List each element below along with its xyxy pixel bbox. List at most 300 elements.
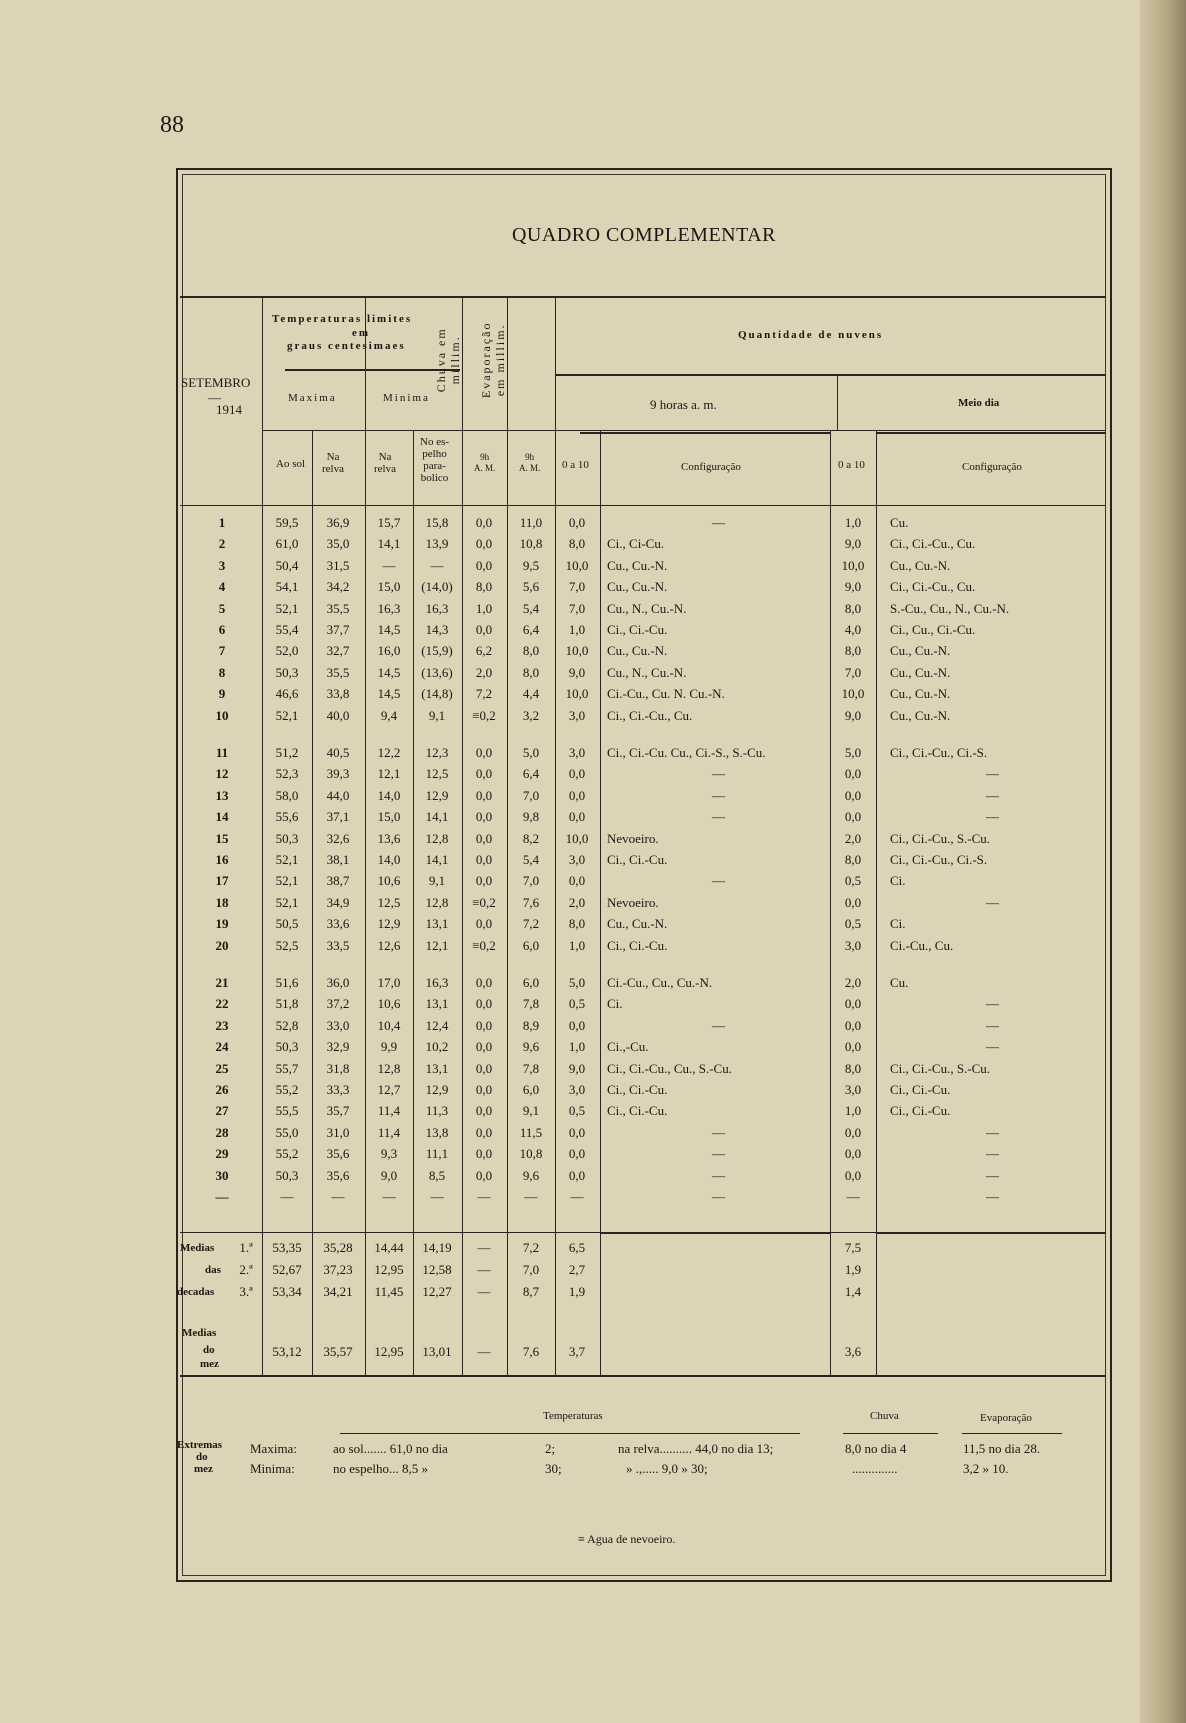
row-9-n9: 10,0	[565, 686, 589, 702]
row-25-mrelva: 12,8	[377, 1060, 401, 1076]
row-27-config-9am: Ci., Ci.-Cu.	[607, 1103, 668, 1119]
row-6-esp: 14,3	[425, 622, 449, 637]
row-15-n9: 10,0	[565, 830, 589, 846]
row-14-chuva: 0,0	[475, 809, 493, 825]
row-17-mrelva: 10,6	[377, 873, 401, 889]
decade-2-n: 2.ª	[239, 1262, 253, 1277]
row-30-mrelva: 9,0	[380, 1167, 398, 1183]
row-10-nm: 9,0	[844, 707, 862, 723]
row-21-config-9am: Ci.-Cu., Cu., Cu.-N.	[607, 975, 713, 990]
row-18-esp: 12,8	[425, 894, 449, 910]
row-29-sol: 55,2	[275, 1146, 299, 1162]
row-18-config-noon: —	[986, 894, 999, 910]
row-25-config-noon: Ci., Ci.-Cu., S.-Cu.	[890, 1060, 991, 1076]
row-7-n9: 10,0	[565, 643, 589, 659]
row-21-mrelva: 17,0	[377, 975, 401, 990]
row-20-evap: 6,0	[522, 937, 540, 953]
row-2-sol: 61,0	[275, 536, 299, 552]
row-26-n9: 3,0	[568, 1082, 586, 1097]
col-sep-c9	[830, 430, 831, 1375]
row-27-mrelva: 11,4	[377, 1103, 401, 1119]
row-10-day: 10	[215, 707, 229, 723]
temps-group-line2: em	[352, 327, 371, 339]
month-mean-label-3: mez	[200, 1358, 219, 1370]
row-17-chuva: 0,0	[475, 873, 493, 889]
row-26-sol: 55,2	[275, 1082, 299, 1097]
row-16-config-9am: Ci., Ci.-Cu.	[607, 852, 668, 867]
row-13-relva: 44,0	[326, 787, 350, 803]
row-13-mrelva: 14,0	[377, 787, 401, 803]
row-22-sol: 51,8	[275, 996, 299, 1012]
decade-3-relva: 34,21	[323, 1284, 353, 1299]
row-11-nm: 5,0	[844, 745, 862, 760]
decade-1-n9: 6,5	[568, 1240, 586, 1255]
row-24-relva: 32,9	[326, 1039, 350, 1055]
row-25-sol: 55,7	[275, 1060, 299, 1076]
row-15-day: 15	[215, 830, 229, 846]
row-30-nm: 0,0	[844, 1167, 862, 1183]
decade-3-esp: 12,27	[422, 1284, 452, 1299]
row-15-nm: 2,0	[844, 830, 862, 846]
col-sep-chuva	[507, 298, 508, 1375]
row-21-day: 21	[215, 975, 229, 990]
row-18-relva: 34,9	[326, 894, 350, 910]
row-1-nm: 1,0	[844, 515, 862, 530]
row-23-nm: 0,0	[844, 1017, 862, 1033]
row-29-mrelva: 9,3	[380, 1146, 398, 1162]
row-24-day: 24	[215, 1039, 229, 1055]
row-27-day: 27	[215, 1103, 229, 1119]
row-14-evap: 9,8	[522, 809, 540, 825]
row-4-mrelva: 15,0	[377, 579, 401, 595]
row-29-n9: 0,0	[568, 1146, 586, 1162]
row-3-config-noon: Cu., Cu.-N.	[890, 557, 951, 573]
month-mean-esp: 13,01	[422, 1344, 452, 1359]
row-11-mrelva: 12,2	[377, 745, 401, 760]
row-11-config-9am: Ci., Ci.-Cu. Cu., Ci.-S., S.-Cu.	[607, 745, 766, 760]
extremes-label-3: mez	[194, 1463, 213, 1475]
row-11-chuva: 0,0	[475, 745, 493, 760]
row-4-config-noon: Ci., Ci.-Cu., Cu.	[890, 579, 976, 595]
row-29-relva: 35,6	[326, 1146, 350, 1162]
row-28-sol: 55,0	[275, 1124, 299, 1140]
month-mean-label-1: Medias	[182, 1327, 217, 1339]
row-31-n9: —	[570, 1189, 584, 1204]
row-22-config-9am: Ci.	[607, 996, 623, 1012]
row-26-config-9am: Ci., Ci.-Cu.	[607, 1082, 668, 1097]
row-3-esp: —	[430, 557, 444, 573]
row-15-config-9am: Nevoeiro.	[607, 830, 659, 846]
row-25-n9: 9,0	[568, 1060, 586, 1076]
row-6-config-noon: Ci., Cu., Ci.-Cu.	[890, 622, 976, 637]
row-25-esp: 13,1	[425, 1060, 449, 1076]
row-21-sol: 51,6	[275, 975, 299, 990]
row-23-evap: 8,9	[522, 1017, 540, 1033]
nuvens-rule	[555, 374, 1106, 376]
row-2-evap: 10,8	[519, 536, 543, 552]
row-3-nm: 10,0	[841, 557, 865, 573]
row-16-n9: 3,0	[568, 852, 586, 867]
row-10-mrelva: 9,4	[380, 707, 398, 723]
row-28-evap: 11,5	[519, 1124, 543, 1140]
row-3-day: 3	[218, 557, 226, 573]
row-1-config-noon: Cu.	[890, 515, 909, 530]
row-3-relva: 31,5	[326, 557, 350, 573]
row-24-config-noon: —	[986, 1039, 999, 1055]
month-mean-nm: 3,6	[844, 1344, 862, 1359]
row-14-day: 14	[215, 809, 229, 825]
row-27-sol: 55,5	[275, 1103, 299, 1119]
nine-am-rule	[580, 432, 830, 434]
decade-2-evap: 7,0	[522, 1262, 540, 1277]
row-2-nm: 9,0	[844, 536, 862, 552]
row-7-evap: 8,0	[522, 643, 540, 659]
row-8-chuva: 2,0	[475, 664, 493, 680]
row-9-relva: 33,8	[326, 686, 350, 702]
row-9-config-9am: Ci.-Cu., Cu. N. Cu.-N.	[607, 686, 725, 702]
row-10-relva: 40,0	[326, 707, 350, 723]
row-30-sol: 50,3	[275, 1167, 299, 1183]
row-23-config-noon: —	[986, 1017, 999, 1033]
row-22-esp: 13,1	[425, 996, 449, 1012]
decade-1-nm: 7,5	[844, 1240, 862, 1255]
maxima-rule	[262, 430, 462, 431]
row-18-sol: 52,1	[275, 894, 299, 910]
row-31-sol: —	[280, 1189, 294, 1204]
extremes-min-espelho-day: 30;	[545, 1461, 562, 1476]
row-8-evap: 8,0	[522, 664, 540, 680]
row-24-mrelva: 9,9	[380, 1039, 398, 1055]
row-2-esp: 13,9	[425, 536, 449, 552]
row-23-chuva: 0,0	[475, 1017, 493, 1033]
decade-1-mrelva: 14,44	[374, 1240, 404, 1255]
row-2-config-noon: Ci., Ci.-Cu., Cu.	[890, 536, 976, 552]
row-6-evap: 6,4	[522, 622, 540, 637]
extremes-min-label: Minima:	[250, 1461, 295, 1476]
row-24-n9: 1,0	[568, 1039, 586, 1055]
row-29-nm: 0,0	[844, 1146, 862, 1162]
row-12-nm: 0,0	[844, 766, 862, 782]
row-5-chuva: 1,0	[475, 600, 493, 616]
row-5-esp: 16,3	[425, 600, 449, 616]
temps-group-line1: Temperaturas limites	[272, 313, 413, 325]
row-1-esp: 15,8	[425, 515, 449, 530]
row-29-config-noon: —	[986, 1146, 999, 1162]
row-24-nm: 0,0	[844, 1039, 862, 1055]
maxima-header: Maxima	[288, 392, 337, 404]
decade-2-esp: 12,58	[422, 1262, 452, 1277]
row-3-sol: 50,4	[275, 557, 299, 573]
row-19-day: 19	[215, 916, 229, 932]
row-12-config-9am: —	[712, 766, 725, 782]
row-31-chuva: —	[477, 1189, 491, 1204]
month-label: SETEMBRO	[181, 375, 251, 390]
row-31-config-noon: —	[986, 1189, 999, 1204]
row-3-mrelva: —	[382, 557, 396, 573]
row-26-evap: 6,0	[522, 1082, 540, 1097]
row-6-sol: 55,4	[275, 622, 299, 637]
row-22-relva: 37,2	[326, 996, 350, 1012]
row-19-config-9am: Cu., Cu.-N.	[607, 916, 668, 932]
decade-config-rule-b	[876, 1232, 1106, 1234]
year-label: 1914	[216, 402, 242, 417]
row-28-config-noon: —	[986, 1124, 999, 1140]
row-13-n9: 0,0	[568, 787, 586, 803]
extremes-min-evap: 3,2 » 10.	[963, 1461, 1009, 1476]
row-19-mrelva: 12,9	[377, 916, 401, 932]
row-16-relva: 38,1	[326, 852, 350, 867]
row-5-day: 5	[218, 600, 226, 616]
row-21-relva: 36,0	[326, 975, 350, 990]
row-20-chuva: ≡0,2	[472, 937, 496, 953]
row-18-nm: 0,0	[844, 894, 862, 910]
col-sep-evap	[555, 298, 556, 1375]
row-15-sol: 50,3	[275, 830, 299, 846]
row-4-day: 4	[218, 579, 226, 595]
row-22-evap: 7,8	[522, 996, 540, 1012]
row-3-evap: 9,5	[522, 557, 540, 573]
row-1-chuva: 0,0	[475, 515, 493, 530]
row-9-esp: (14,8)	[421, 686, 453, 702]
row-16-day: 16	[215, 852, 229, 867]
row-5-nm: 8,0	[844, 600, 862, 616]
row-20-config-9am: Ci., Ci.-Cu.	[607, 937, 668, 953]
row-20-esp: 12,1	[425, 937, 449, 953]
row-27-evap: 9,1	[522, 1103, 540, 1119]
row-16-esp: 14,1	[425, 852, 449, 867]
row-16-chuva: 0,0	[475, 852, 493, 867]
row-1-sol: 59,5	[275, 515, 299, 530]
row-2-day: 2	[218, 536, 226, 552]
row-25-relva: 31,8	[326, 1060, 350, 1076]
table-inner-border	[182, 174, 1106, 1576]
row-8-n9: 9,0	[568, 664, 586, 680]
extremes-max-evap: 11,5 no dia 28.	[963, 1441, 1041, 1456]
row-7-nm: 8,0	[844, 643, 862, 659]
decade-3-evap: 8,7	[522, 1284, 540, 1299]
row-14-n9: 0,0	[568, 809, 586, 825]
decades-label-2: das	[205, 1264, 221, 1276]
row-7-relva: 32,7	[326, 643, 350, 659]
col-sep-sol	[312, 430, 313, 1375]
row-1-evap: 11,0	[519, 515, 543, 530]
row-29-esp: 11,1	[425, 1146, 449, 1162]
month-mean-sol: 53,12	[272, 1344, 302, 1359]
decade-1-esp: 14,19	[422, 1240, 452, 1255]
row-22-config-noon: —	[986, 996, 999, 1012]
row-4-chuva: 8,0	[475, 579, 493, 595]
row-30-config-noon: —	[986, 1167, 999, 1183]
row-14-config-9am: —	[712, 809, 725, 825]
row-30-chuva: 0,0	[475, 1167, 493, 1183]
row-11-day: 11	[215, 745, 229, 760]
row-25-config-9am: Ci., Ci.-Cu., Cu., S.-Cu.	[607, 1060, 732, 1076]
row-5-mrelva: 16,3	[377, 600, 401, 616]
row-16-evap: 5,4	[522, 852, 540, 867]
row-8-sol: 50,3	[275, 664, 299, 680]
month-mean-mrelva: 12,95	[374, 1344, 404, 1359]
decade-config-rule-a	[600, 1232, 830, 1234]
na-relva-max-header: Na relva	[322, 451, 344, 476]
decade-1-sol: 53,35	[272, 1240, 302, 1255]
row-7-sol: 52,0	[275, 643, 299, 659]
row-1-mrelva: 15,7	[377, 515, 401, 530]
row-3-n9: 10,0	[565, 557, 589, 573]
extremes-head-chuva: Chuva	[870, 1410, 899, 1422]
extremes-max-chuva: 8,0 no dia 4	[845, 1441, 907, 1456]
row-19-relva: 33,6	[326, 916, 350, 932]
row-19-evap: 7,2	[522, 916, 540, 932]
row-21-esp: 16,3	[425, 975, 449, 990]
row-12-mrelva: 12,1	[377, 766, 401, 782]
row-19-chuva: 0,0	[475, 916, 493, 932]
row-18-chuva: ≡0,2	[472, 894, 496, 910]
row-13-day: 13	[215, 787, 229, 803]
row-21-chuva: 0,0	[475, 975, 493, 990]
extremes-max-label: Maxima:	[250, 1441, 297, 1456]
row-14-nm: 0,0	[844, 809, 862, 825]
row-28-n9: 0,0	[568, 1124, 586, 1140]
row-23-relva: 33,0	[326, 1017, 350, 1033]
row-15-mrelva: 13,6	[377, 830, 401, 846]
means-bottom-rule	[180, 1375, 1106, 1377]
row-6-mrelva: 14,5	[377, 622, 401, 637]
decade-1-n: 1.ª	[239, 1240, 253, 1255]
extremes-min-relva: » .,..... 9,0 » 30;	[626, 1461, 708, 1476]
scale-noon-header: 0 a 10	[838, 459, 865, 471]
decades-label-1: Medias	[180, 1242, 215, 1254]
month-mean-relva: 35,57	[323, 1344, 353, 1359]
row-19-esp: 13,1	[425, 916, 449, 932]
row-7-esp: (15,9)	[421, 643, 453, 659]
extremes-max-sol: ao sol....... 61,0 no dia	[333, 1441, 448, 1456]
row-5-relva: 35,5	[326, 600, 350, 616]
row-8-config-noon: Cu., Cu.-N.	[890, 664, 951, 680]
row-9-mrelva: 14,5	[377, 686, 401, 702]
decade-3-sol: 53,34	[272, 1284, 302, 1299]
row-10-sol: 52,1	[275, 707, 299, 723]
month-mean-label-2: do	[203, 1344, 215, 1356]
page-edge-shadow	[1140, 0, 1186, 1723]
decade-2-nm: 1,9	[844, 1262, 862, 1277]
row-22-mrelva: 10,6	[377, 996, 401, 1012]
row-20-mrelva: 12,6	[377, 937, 401, 953]
row-23-n9: 0,0	[568, 1017, 586, 1033]
scale-9am-header: 0 a 10	[562, 459, 589, 471]
row-7-day: 7	[218, 643, 226, 659]
row-31-config-9am: —	[712, 1189, 725, 1204]
row-31-day: —	[215, 1189, 229, 1204]
row-8-day: 8	[218, 664, 226, 680]
row-13-config-noon: —	[986, 787, 999, 803]
row-4-nm: 9,0	[844, 579, 862, 595]
row-7-config-noon: Cu., Cu.-N.	[890, 643, 951, 659]
row-17-config-9am: —	[712, 873, 725, 889]
row-31-nm: —	[846, 1189, 860, 1204]
row-2-chuva: 0,0	[475, 536, 493, 552]
row-10-config-9am: Ci., Ci.-Cu., Cu.	[607, 707, 693, 723]
row-11-esp: 12,3	[425, 745, 449, 760]
row-31-mrelva: —	[382, 1189, 396, 1204]
table-title: QUADRO COMPLEMENTAR	[511, 224, 777, 246]
row-23-mrelva: 10,4	[377, 1017, 401, 1033]
row-6-relva: 37,7	[326, 622, 350, 637]
row-9-chuva: 7,2	[475, 686, 493, 702]
row-5-evap: 5,4	[522, 600, 540, 616]
page-number: 88	[160, 112, 184, 138]
noon-header: Meio dia	[958, 397, 1000, 409]
col-sep-espelho	[462, 298, 463, 1375]
row-17-sol: 52,1	[275, 873, 299, 889]
row-22-day: 22	[215, 996, 229, 1012]
config-noon-header: Configuração	[962, 461, 1022, 473]
row-29-day: 29	[215, 1146, 229, 1162]
decade-3-nm: 1,4	[844, 1284, 862, 1299]
row-7-chuva: 6,2	[475, 643, 493, 659]
row-9-day: 9	[218, 686, 226, 702]
row-6-nm: 4,0	[844, 622, 862, 637]
row-13-config-9am: —	[712, 787, 725, 803]
row-27-config-noon: Ci., Ci.-Cu.	[890, 1103, 951, 1119]
row-29-chuva: 0,0	[475, 1146, 493, 1162]
row-25-nm: 8,0	[844, 1060, 862, 1076]
row-14-relva: 37,1	[326, 809, 350, 825]
evap-9am-header: 9h A. M.	[519, 452, 541, 473]
row-24-chuva: 0,0	[475, 1039, 493, 1055]
row-20-day: 20	[215, 937, 229, 953]
row-16-config-noon: Ci., Ci.-Cu., Ci.-S.	[890, 852, 988, 867]
row-22-n9: 0,5	[568, 996, 586, 1012]
row-11-evap: 5,0	[522, 745, 540, 760]
header-top-rule	[180, 296, 1106, 298]
extremes-max-relva: na relva.......... 44,0 no dia 13;	[618, 1441, 774, 1456]
row-27-esp: 11,3	[425, 1103, 449, 1119]
row-17-config-noon: Ci.	[890, 873, 906, 889]
row-10-evap: 3,2	[522, 707, 540, 723]
chuva-header: Chuva em millim.	[434, 327, 462, 393]
row-17-nm: 0,5	[844, 873, 862, 889]
row-21-nm: 2,0	[844, 975, 862, 990]
row-12-chuva: 0,0	[475, 766, 493, 782]
row-22-nm: 0,0	[844, 996, 862, 1012]
row-13-nm: 0,0	[844, 787, 862, 803]
row-14-mrelva: 15,0	[377, 809, 401, 825]
row-28-config-9am: —	[712, 1124, 725, 1140]
row-1-day: 1	[218, 515, 226, 530]
decade-1-relva: 35,28	[323, 1240, 353, 1255]
row-25-evap: 7,8	[522, 1060, 540, 1076]
header-bottom-rule	[180, 505, 1106, 506]
extremes-temp-rule	[340, 1433, 800, 1434]
row-23-esp: 12,4	[425, 1017, 449, 1033]
extremes-max-sol-day: 2;	[545, 1441, 556, 1456]
evap-header: Evaporação em millim.	[479, 321, 507, 399]
row-4-esp: (14,0)	[421, 579, 453, 595]
row-15-config-noon: Ci., Ci.-Cu., S.-Cu.	[890, 830, 991, 846]
row-30-config-9am: —	[712, 1167, 725, 1183]
ao-sol-header: Ao sol	[276, 458, 306, 470]
row-4-relva: 34,2	[326, 579, 350, 595]
row-19-config-noon: Ci.	[890, 916, 906, 932]
row-25-chuva: 0,0	[475, 1060, 493, 1076]
col-sep-relva-min	[413, 430, 414, 1375]
decade-2-relva: 37,23	[323, 1262, 353, 1277]
decade-1-chuva: —	[477, 1240, 491, 1255]
table-frame	[176, 168, 1112, 1582]
row-18-day: 18	[215, 894, 229, 910]
row-28-chuva: 0,0	[475, 1124, 493, 1140]
row-11-relva: 40,5	[326, 745, 350, 760]
